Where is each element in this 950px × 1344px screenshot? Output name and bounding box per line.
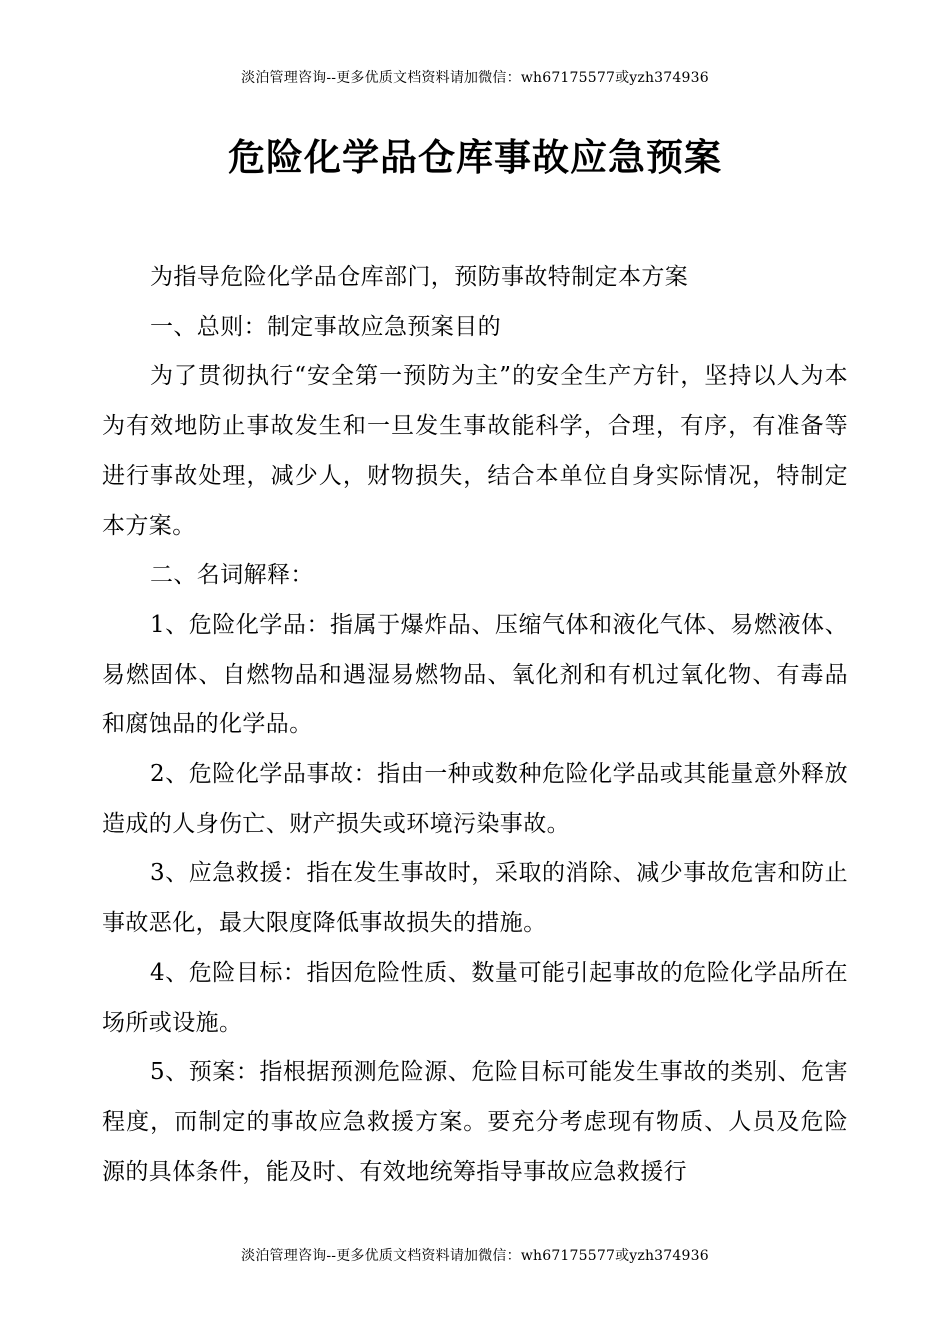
paragraph-intro: 为指导危险化学品仓库部门，预防事故特制定本方案 (150, 264, 689, 290)
document-body (102, 253, 848, 1197)
definition-hazard-target: 4、危险目标：指因危险性质、数量可能引起事故的危险化学品所在场所或设施。 (102, 959, 848, 1036)
document-title: 危险化学品仓库事故应急预案 (228, 136, 722, 179)
section-heading-general: 一、总则：制定事故应急预案目的 (150, 313, 501, 340)
definition-plan: 5、预案：指根据预测危险源、危险目标可能发生事故的类别、危害程度，而制定的事故应急救援方案。要充分考虑现有物质、人员及危险源的具体条件，能及时、有效地统筹指导事故应急救援行 (102, 1059, 848, 1185)
paragraph-purpose: 为了贯彻执行“安全第一预防为主”的安全生产方针，坚持以人为本为有效地防止事故发生和一旦发生事故能科学，合理，有序，有准备等进行事故处理，减少人，财物损失，结合本单位自身实际情况，特制定本方案。 (102, 363, 848, 539)
definition-chemical-accident: 2、危险化学品事故：指由一种或数种危险化学品或其能量意外释放造成的人身伤亡、财产损失或环境污染事故。 (102, 761, 848, 837)
page-header: 淡泊管理咨询--更多优质文档资料请加微信：wh67175577或yzh374936 (241, 70, 709, 86)
definition-hazardous-chemicals: 1、危险化学品：指属于爆炸品、压缩气体和液化气体、易燃液体、易燃固体、自燃物品和遇湿易燃物品、氧化剂和有机过氧化物、有毒品和腐蚀品的化学品。 (102, 611, 848, 738)
section-heading-definitions: 二、名词解释： (150, 562, 314, 589)
page-footer: 淡泊管理咨询--更多优质文档资料请加微信：wh67175577或yzh374936 (241, 1248, 709, 1264)
definition-emergency-rescue: 3、应急救援：指在发生事故时，采取的消除、减少事故危害和防止事故恶化，最大限度降低事故损失的措施。 (102, 860, 848, 937)
